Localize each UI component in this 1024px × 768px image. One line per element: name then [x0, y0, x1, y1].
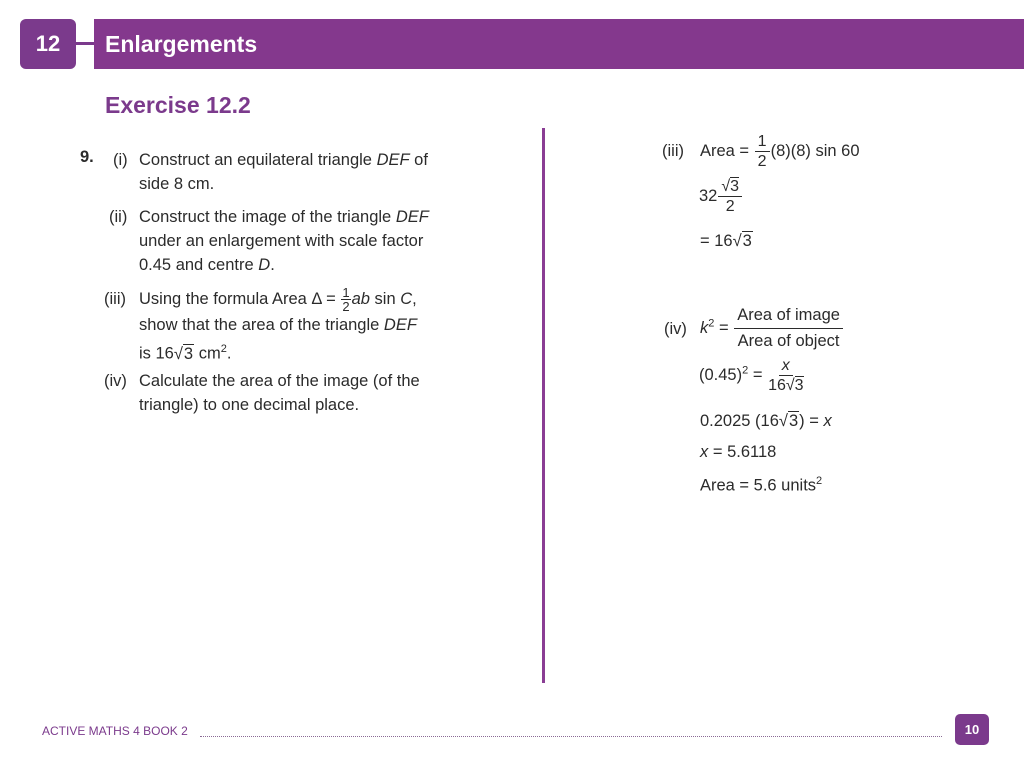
superscript: 2	[742, 364, 749, 377]
footer-book-title: ACTIVE MATHS 4 BOOK 2	[42, 724, 188, 738]
half-fraction	[341, 286, 350, 313]
text: Area =	[700, 141, 750, 160]
solution-iii-label: (iii)	[662, 142, 684, 160]
text: Area = 5.6 units	[700, 476, 817, 495]
solution-line-3	[700, 232, 753, 251]
var: x	[781, 357, 790, 374]
column-divider	[542, 128, 545, 683]
text: =	[752, 365, 763, 384]
text: show that the area of the triangle	[139, 316, 380, 334]
var: C	[400, 289, 413, 308]
text: .	[226, 344, 232, 363]
chapter-number: 12	[35, 31, 61, 56]
text: 16	[768, 377, 786, 394]
solution-iv-label: (iv)	[664, 320, 687, 338]
sqrt: √3	[173, 344, 194, 363]
radicand: 3	[730, 178, 740, 195]
chapter-title-bar	[94, 19, 1024, 69]
radicand: 3	[794, 377, 804, 394]
chapter-title: Enlargements	[105, 30, 258, 57]
text: Construct an equilateral triangle	[139, 151, 372, 169]
denominator: 2	[725, 198, 735, 215]
numerator: 1	[342, 285, 350, 300]
var: x	[700, 443, 709, 461]
part-iii-text	[139, 286, 479, 366]
numerator: 1	[755, 132, 770, 152]
badge-connector	[76, 42, 94, 45]
text: 32	[699, 186, 718, 205]
solution-line-6	[700, 412, 832, 431]
var: x	[823, 412, 832, 430]
numerator: Area of image	[734, 303, 843, 329]
text: (8)(8) sin 60	[770, 141, 860, 160]
footer-dotted-rule	[200, 736, 942, 737]
text: Construct the image of the triangle	[139, 208, 392, 226]
text: Calculate the area of the image (of the	[139, 372, 420, 390]
var: D	[258, 256, 271, 274]
sqrt: √3	[778, 412, 799, 430]
fraction	[768, 356, 803, 395]
text: cm	[198, 344, 221, 363]
var: k	[700, 318, 709, 337]
text: 0.2025 (16	[700, 412, 779, 430]
denominator: 2	[757, 153, 767, 170]
solution-line-2	[699, 177, 743, 216]
text: ,	[412, 289, 417, 308]
text: 0.45 and centre	[139, 256, 254, 274]
var: ab	[351, 289, 370, 308]
text: .	[270, 256, 275, 274]
radicand: 3	[183, 344, 194, 363]
solution-line-1	[700, 132, 860, 171]
fraction	[734, 303, 843, 354]
sqrt: √3	[732, 232, 752, 250]
fraction	[755, 132, 770, 171]
text: = 5.6118	[712, 443, 777, 461]
solution-line-8	[700, 475, 822, 496]
var: DEF	[383, 316, 417, 334]
denominator: 16√3	[768, 377, 804, 394]
part-iv-label: (iv)	[104, 372, 127, 390]
part-iv-text	[139, 369, 479, 417]
text: is 16	[139, 344, 174, 363]
solution-line-5	[699, 356, 805, 395]
radicand: 3	[788, 412, 799, 430]
numerator: √3	[718, 177, 742, 197]
var: DEF	[395, 208, 429, 226]
question-number: 9.	[80, 148, 94, 166]
fraction	[718, 177, 742, 216]
denominator: 2	[342, 299, 350, 314]
page-number: 10	[964, 722, 980, 737]
text: (0.45)	[699, 365, 743, 384]
part-i-label: (i)	[113, 151, 128, 169]
text: ) =	[799, 412, 819, 430]
text: under an enlargement with scale factor	[139, 232, 424, 250]
superscript: 2	[708, 317, 715, 330]
solution-line-4	[700, 303, 844, 354]
radicand: 3	[742, 232, 752, 250]
denominator: Area of object	[737, 332, 840, 350]
chapter-number-badge	[20, 19, 76, 69]
text: =	[718, 318, 729, 337]
part-ii-text	[139, 205, 479, 277]
exercise-title: Exercise 12.2	[105, 92, 251, 118]
page-number-badge	[955, 714, 989, 745]
text: sin	[374, 289, 396, 308]
numerator	[779, 356, 793, 376]
superscript: 2	[816, 475, 823, 487]
solution-line-7	[700, 443, 776, 462]
superscript: 2	[220, 343, 227, 355]
text: = 16	[700, 232, 733, 250]
part-i-text	[139, 148, 479, 196]
text: side 8 cm.	[139, 175, 215, 193]
var: DEF	[376, 151, 410, 169]
part-ii-label: (ii)	[109, 208, 128, 226]
text: of	[414, 151, 428, 169]
text: triangle) to one decimal place.	[139, 396, 360, 414]
part-iii-label: (iii)	[104, 290, 126, 308]
text: Using the formula Area Δ =	[139, 289, 336, 308]
